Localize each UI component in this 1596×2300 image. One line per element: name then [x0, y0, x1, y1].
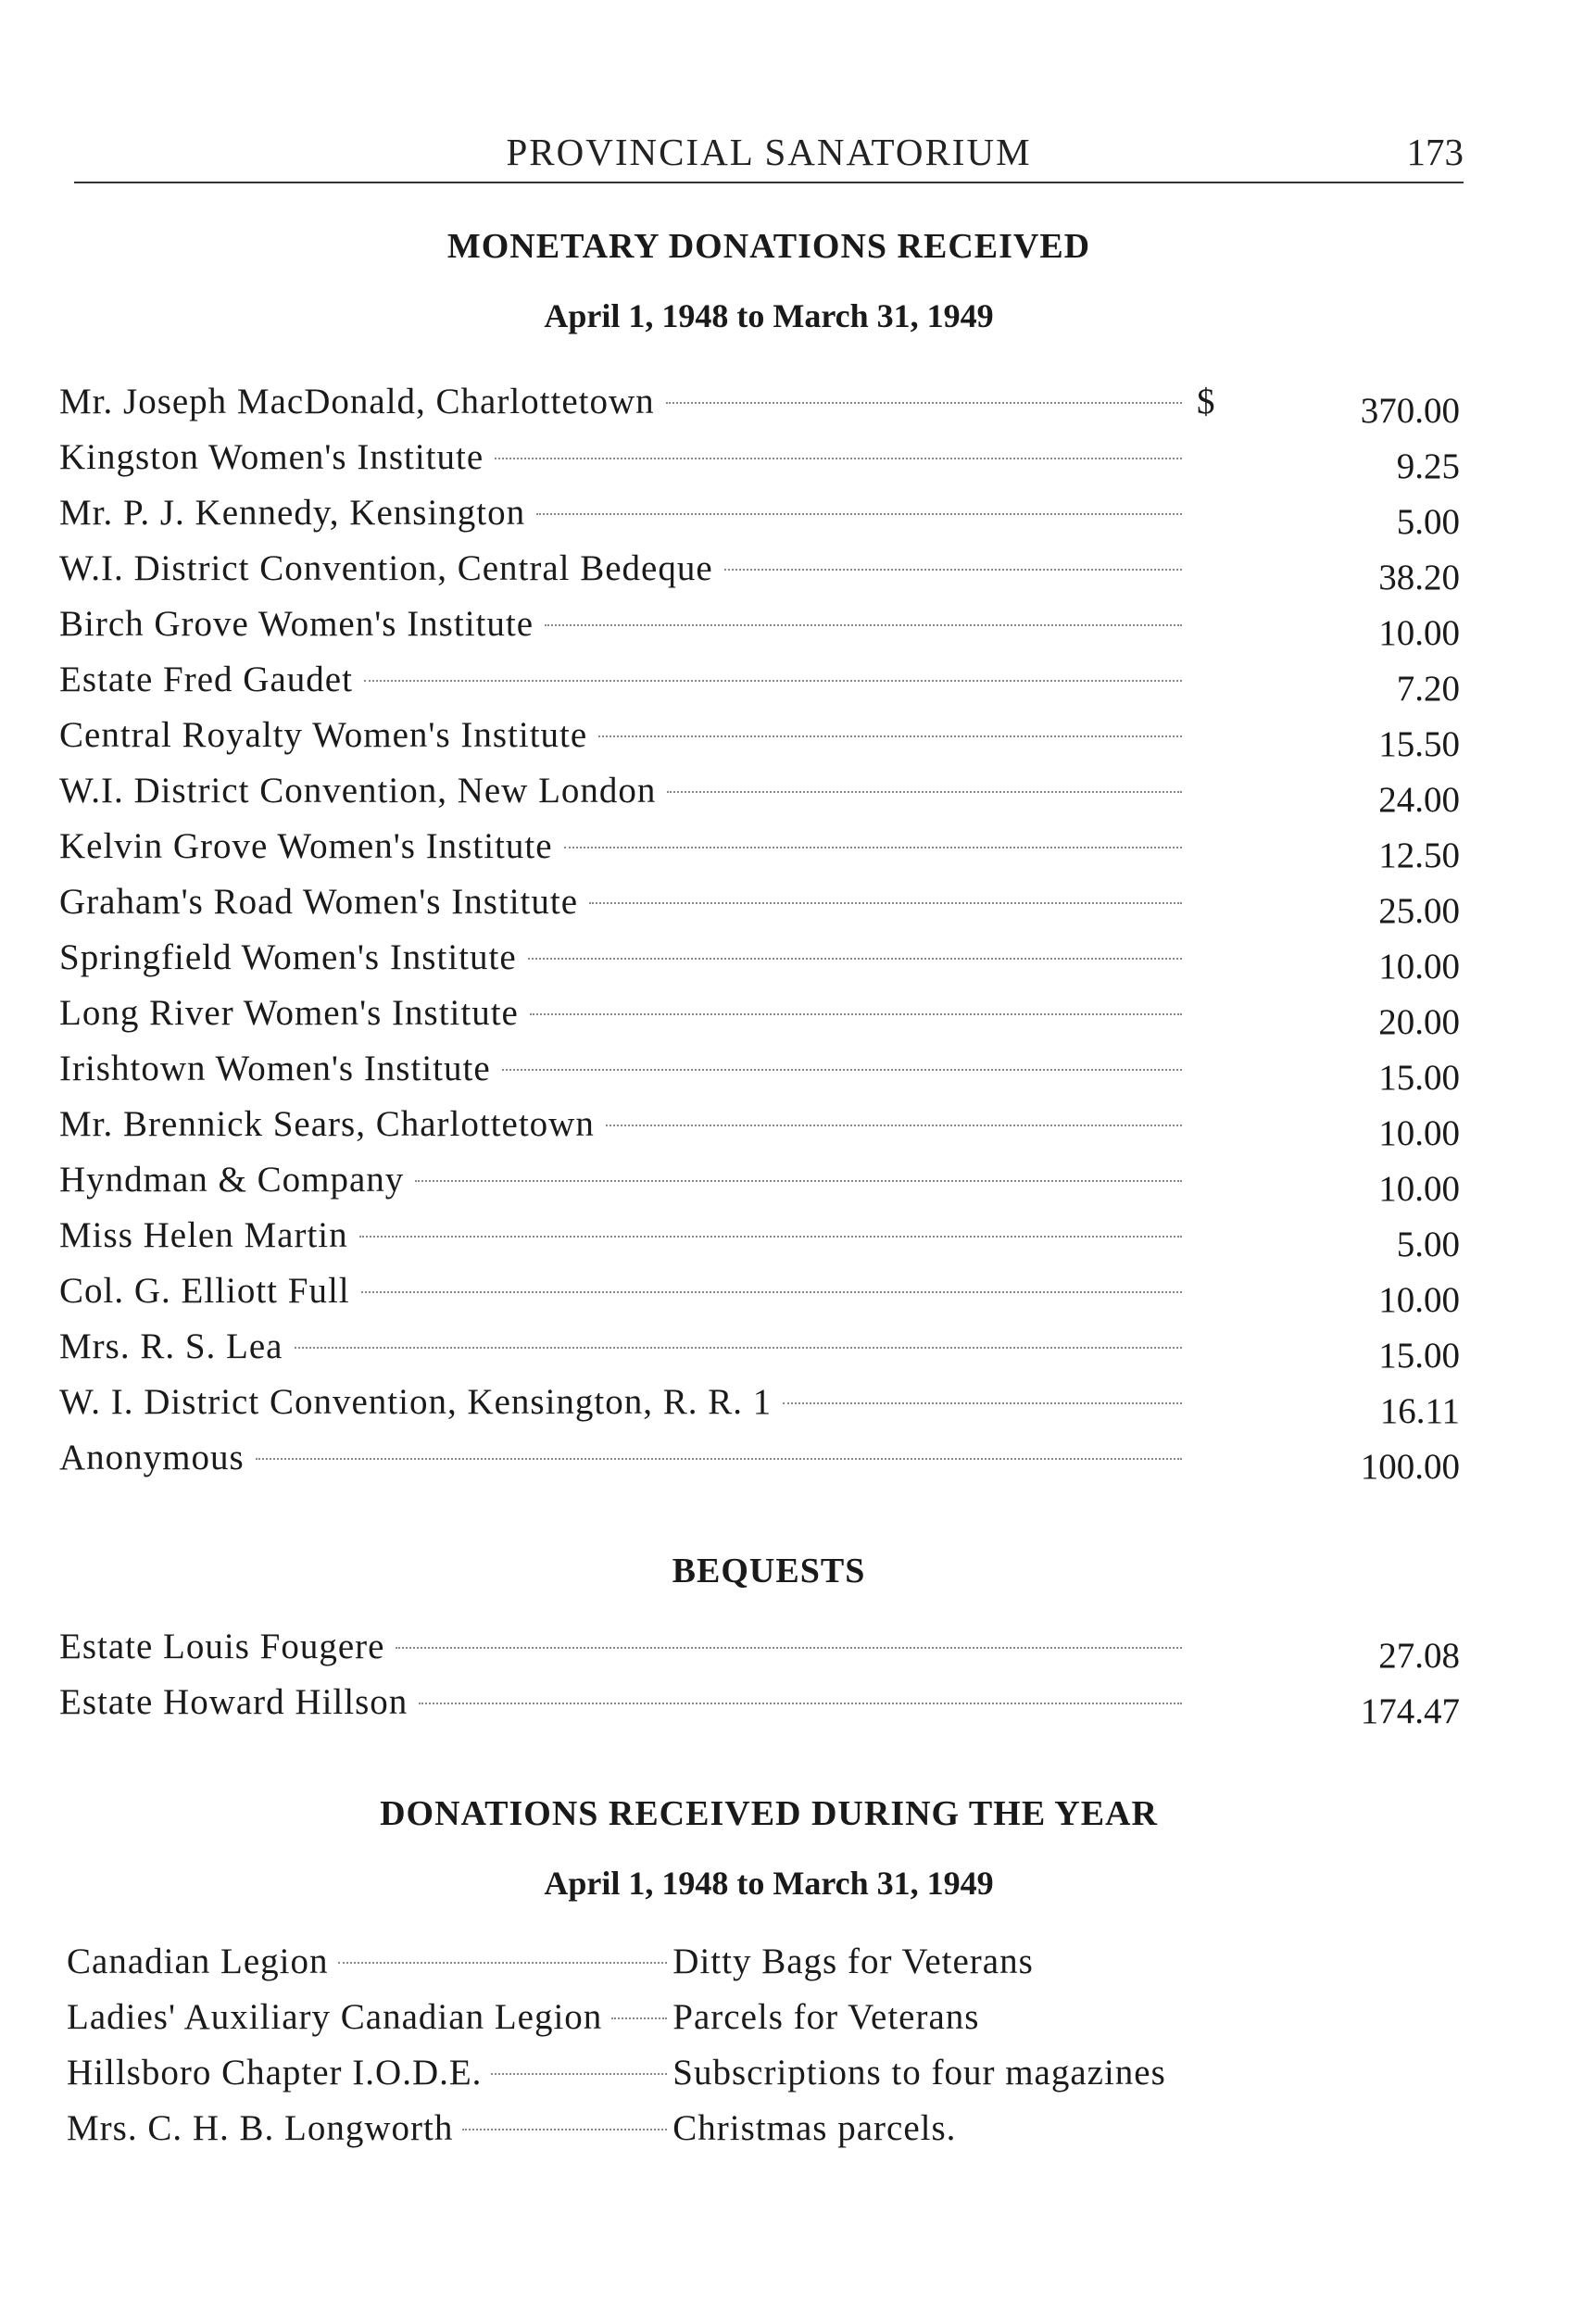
donor-name: Col. G. Elliott Full	[59, 1271, 350, 1311]
dot-leader	[491, 2072, 667, 2075]
donation-amount: 25.00	[1378, 891, 1460, 931]
donation-amount: 10.00	[1378, 1169, 1460, 1209]
ledger-row	[59, 1097, 1460, 1152]
donation-amount: 5.00	[1396, 502, 1460, 542]
page-number: 173	[1406, 131, 1464, 173]
dot-leader	[667, 790, 1182, 793]
dot-leader	[338, 1961, 668, 1964]
ledger-row	[59, 708, 1460, 763]
kind-donor: Mrs. C. H. B. Longworth	[67, 2108, 454, 2148]
dot-leader	[783, 1401, 1182, 1404]
donation-amount: 7.20	[1396, 669, 1460, 709]
bequests-ledger	[59, 1619, 1460, 1730]
dot-leader	[462, 2128, 667, 2130]
dot-leader	[536, 512, 1182, 515]
kind-row	[67, 1934, 1475, 1990]
ledger-row	[59, 763, 1460, 819]
dot-leader	[530, 1012, 1182, 1015]
dot-leader	[256, 1457, 1182, 1460]
ledger-row	[59, 430, 1460, 485]
ledger-row	[59, 541, 1460, 597]
donor-name: Irishtown Women's Institute	[59, 1049, 491, 1088]
donor-name: Mr. Brennick Sears, Charlottetown	[59, 1104, 595, 1144]
donation-amount: 38.20	[1378, 558, 1460, 597]
in-kind-heading: DONATIONS RECEIVED DURING THE YEAR	[380, 1794, 1158, 1833]
kind-row	[67, 1990, 1475, 2045]
currency-symbol: $	[1197, 382, 1215, 421]
donation-amount: 24.00	[1378, 780, 1460, 820]
kind-item: Subscriptions to four magazines	[672, 2053, 1166, 2093]
donation-amount: 10.00	[1378, 1280, 1460, 1320]
kind-item: Ditty Bags for Veterans	[672, 1942, 1034, 1981]
bequests-heading: BEQUESTS	[672, 1552, 866, 1590]
dot-leader	[611, 2017, 667, 2019]
in-kind-list	[67, 1934, 1475, 2156]
donor-name: Miss Helen Martin	[59, 1215, 348, 1255]
monetary-period: April 1, 1948 to March 31, 1949	[544, 297, 994, 334]
donation-amount: 15.00	[1378, 1336, 1460, 1376]
ledger-row	[59, 597, 1460, 652]
running-header	[74, 130, 1464, 185]
ledger-row	[59, 374, 1460, 430]
ledger-row	[59, 1675, 1460, 1730]
donor-name: Kingston Women's Institute	[59, 437, 484, 477]
ledger-row	[59, 1319, 1460, 1375]
donation-amount: 10.00	[1378, 947, 1460, 987]
donor-name: Springfield Women's Institute	[59, 937, 517, 977]
ledger-row	[59, 819, 1460, 874]
donor-name: Hyndman & Company	[59, 1160, 405, 1200]
donation-amount: 20.00	[1378, 1002, 1460, 1042]
donor-name: Kelvin Grove Women's Institute	[59, 826, 553, 866]
in-kind-period: April 1, 1948 to March 31, 1949	[544, 1865, 994, 1902]
donation-amount: 15.00	[1378, 1058, 1460, 1098]
donor-name: Graham's Road Women's Institute	[59, 882, 579, 922]
running-header-title: PROVINCIAL SANATORIUM	[506, 131, 1032, 173]
dot-leader	[364, 679, 1182, 682]
ledger-row	[59, 1152, 1460, 1208]
donation-amount: 370.00	[1360, 391, 1460, 431]
dot-leader	[545, 623, 1182, 626]
donation-amount: 9.25	[1396, 446, 1460, 486]
donation-amount: 15.50	[1378, 724, 1460, 764]
kind-donor: Canadian Legion	[67, 1942, 329, 1981]
ledger-row	[59, 1041, 1460, 1097]
donor-name: Mr. Joseph MacDonald, Charlottetown	[59, 382, 655, 421]
donor-name: Estate Fred Gaudet	[59, 660, 353, 699]
donation-amount: 16.11	[1379, 1391, 1460, 1431]
donation-amount: 12.50	[1378, 836, 1460, 875]
ledger-row	[59, 1263, 1460, 1319]
donation-amount: 10.00	[1378, 613, 1460, 653]
kind-item: Parcels for Veterans	[672, 1997, 980, 2037]
estate-name: Estate Howard Hillson	[59, 1682, 408, 1722]
kind-donor: Hillsboro Chapter I.O.D.E.	[67, 2053, 483, 2093]
dot-leader	[724, 568, 1182, 571]
kind-donor: Ladies' Auxiliary Canadian Legion	[67, 1997, 603, 2037]
ledger-row	[59, 986, 1460, 1041]
ledger-row	[59, 1208, 1460, 1263]
monetary-heading: MONETARY DONATIONS RECEIVED	[446, 227, 1091, 266]
dot-leader	[295, 1346, 1183, 1349]
ledger-row	[59, 652, 1460, 708]
ledger-row	[59, 930, 1460, 986]
dot-leader	[419, 1702, 1182, 1704]
dot-leader	[666, 401, 1182, 404]
donor-name: Birch Grove Women's Institute	[59, 604, 534, 644]
donor-name: W.I. District Convention, Central Bedeque	[59, 548, 713, 588]
donor-name: Mrs. R. S. Lea	[59, 1326, 283, 1366]
donor-name: W.I. District Convention, New London	[59, 771, 657, 811]
bequest-amount: 174.47	[1360, 1691, 1460, 1731]
kind-item: Christmas parcels.	[672, 2108, 957, 2148]
dot-leader	[528, 957, 1182, 960]
dot-leader	[359, 1235, 1182, 1238]
donor-name: Central Royalty Women's Institute	[59, 715, 588, 755]
donor-name: Mr. P. J. Kennedy, Kensington	[59, 493, 526, 533]
dot-leader	[495, 457, 1182, 459]
donor-name: Long River Women's Institute	[59, 993, 519, 1033]
ledger-row	[59, 1619, 1460, 1675]
donation-amount: 10.00	[1378, 1113, 1460, 1153]
donation-amount: 100.00	[1360, 1447, 1460, 1487]
dot-leader	[361, 1290, 1182, 1293]
monetary-ledger	[59, 374, 1460, 1486]
kind-row	[67, 2045, 1475, 2101]
ledger-row	[59, 1375, 1460, 1430]
dot-leader	[589, 901, 1182, 904]
dot-leader	[598, 735, 1182, 737]
estate-name: Estate Louis Fougere	[59, 1627, 385, 1666]
donor-name: W. I. District Convention, Kensington, R. R. 1	[59, 1382, 773, 1422]
ledger-row	[59, 874, 1460, 930]
dot-leader	[396, 1646, 1182, 1649]
dot-leader	[502, 1068, 1182, 1071]
donation-amount: 5.00	[1396, 1225, 1460, 1264]
dot-leader	[415, 1179, 1182, 1182]
kind-row	[67, 2101, 1475, 2156]
donor-name: Anonymous	[59, 1438, 245, 1477]
ledger-row	[59, 1430, 1460, 1486]
header-rule	[74, 182, 1464, 183]
ledger-row	[59, 485, 1460, 541]
bequest-amount: 27.08	[1378, 1636, 1460, 1676]
dot-leader	[606, 1124, 1182, 1126]
dot-leader	[564, 846, 1182, 848]
